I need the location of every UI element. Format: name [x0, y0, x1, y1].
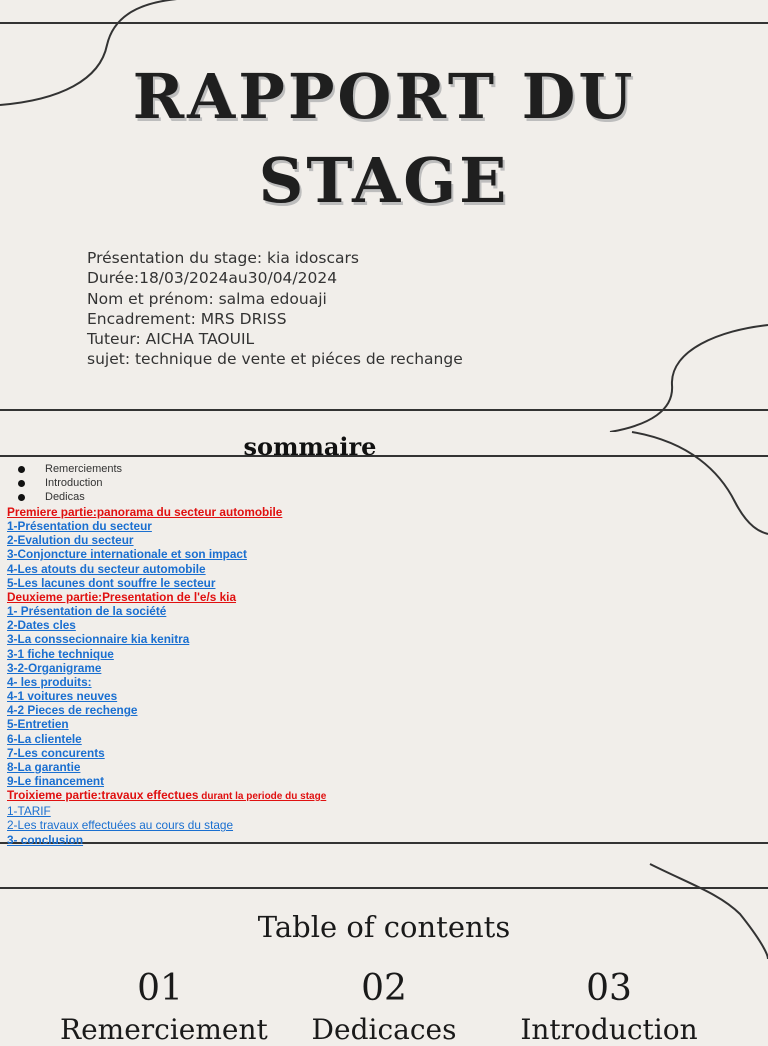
- list-item: Dedicas: [18, 490, 122, 504]
- sommaire-item-link[interactable]: 2-Les travaux effectuées au cours du stage: [7, 818, 234, 833]
- toc-label: Introduction: [520, 1013, 698, 1046]
- sommaire-item-link[interactable]: 3-2-Organigrame: [7, 660, 102, 675]
- sommaire-item-link[interactable]: 5-Entretien: [7, 717, 69, 732]
- info-line: Encadrement: MRS DRISS: [87, 309, 287, 328]
- sommaire-item-link[interactable]: 4- les produits:: [7, 674, 92, 689]
- divider-bottom: [0, 409, 768, 411]
- sommaire-part-link[interactable]: Premiere partie:panorama du secteur automobile: [7, 505, 283, 519]
- sommaire-item-link[interactable]: 3-La conssecionnaire kia kenitra: [7, 632, 190, 647]
- toc-entry-2[interactable]: [284, 968, 484, 1046]
- sommaire-item-link[interactable]: 4-1 voitures neuves: [7, 689, 118, 704]
- sommaire-item-link[interactable]: 7-Les concurents: [7, 745, 105, 760]
- toc-number: 01: [137, 968, 183, 1009]
- sommaire-item-link[interactable]: 5-Les lacunes dont souffre le secteur: [7, 575, 216, 590]
- internship-info: [87, 248, 463, 370]
- sommaire-item-link[interactable]: 8-La garantie: [7, 759, 81, 774]
- sommaire-item-link[interactable]: 1- Présentation de la société: [7, 604, 167, 619]
- list-item: Remerciements: [18, 462, 122, 476]
- divider-top: [0, 22, 768, 24]
- sommaire-item-link[interactable]: 1-Présentation du secteur: [7, 519, 152, 534]
- intro-bullets: [18, 462, 122, 504]
- toc-label: Dedicaces: [311, 1013, 457, 1046]
- sommaire-item-link[interactable]: 2-Dates cles: [7, 618, 76, 633]
- sommaire-item-link[interactable]: 3- conclusion: [7, 832, 84, 847]
- sommaire-part-link[interactable]: Troixieme partie:travaux effectues durant la periode du stage: [7, 788, 327, 803]
- toc-heading: Table of contents: [257, 910, 511, 944]
- cover-slide: [0, 0, 768, 432]
- sommaire-item-link[interactable]: 6-La clientele: [7, 731, 82, 746]
- info-line: Durée:18/03/2024au30/04/2024: [87, 269, 338, 288]
- sommaire-links: [7, 505, 326, 847]
- bullet-icon: [18, 494, 25, 501]
- divider-top: [0, 887, 768, 889]
- toc-label: Remerciement: [60, 1013, 268, 1046]
- table-of-contents-slide: [0, 864, 768, 1046]
- sommaire-part-link[interactable]: Deuxieme partie:Presentation de l'e/s kia: [7, 589, 237, 604]
- info-line: Nom et prénom: salma edouaji: [87, 289, 327, 308]
- sommaire-item-link[interactable]: 1-TARIF: [7, 804, 51, 819]
- toc-number: 03: [586, 968, 632, 1009]
- toc-entry-1[interactable]: [60, 968, 268, 1046]
- info-line: Tuteur: AICHA TAOUIL: [87, 330, 255, 349]
- bullet-icon: [18, 466, 25, 473]
- sommaire-item-link[interactable]: 3-Conjoncture internationale et son impact: [7, 547, 247, 562]
- sommaire-item-link[interactable]: 4-2 Pieces de rechenge: [7, 703, 138, 718]
- sommaire-slide: [0, 432, 768, 847]
- info-line: Présentation du stage: kia idoscars: [87, 249, 359, 267]
- toc-number: 02: [361, 968, 407, 1009]
- report-title-line1: RAPPORT DU: [132, 60, 636, 133]
- bullet-icon: [18, 480, 25, 487]
- toc-entry-3[interactable]: [509, 968, 709, 1046]
- sommaire-item-link[interactable]: 9-Le financement: [7, 773, 105, 788]
- sommaire-item-link[interactable]: 3-1 fiche technique: [7, 646, 114, 661]
- sommaire-item-link[interactable]: 2-Evalution du secteur: [7, 533, 134, 548]
- report-title-line2: STAGE: [258, 144, 510, 217]
- sommaire-title: sommaire: [243, 432, 377, 461]
- list-item: Introduction: [18, 476, 122, 490]
- info-line: sujet: technique de vente et piéces de rechange: [87, 350, 463, 369]
- sommaire-item-link[interactable]: 4-Les atouts du secteur automobile: [7, 561, 206, 576]
